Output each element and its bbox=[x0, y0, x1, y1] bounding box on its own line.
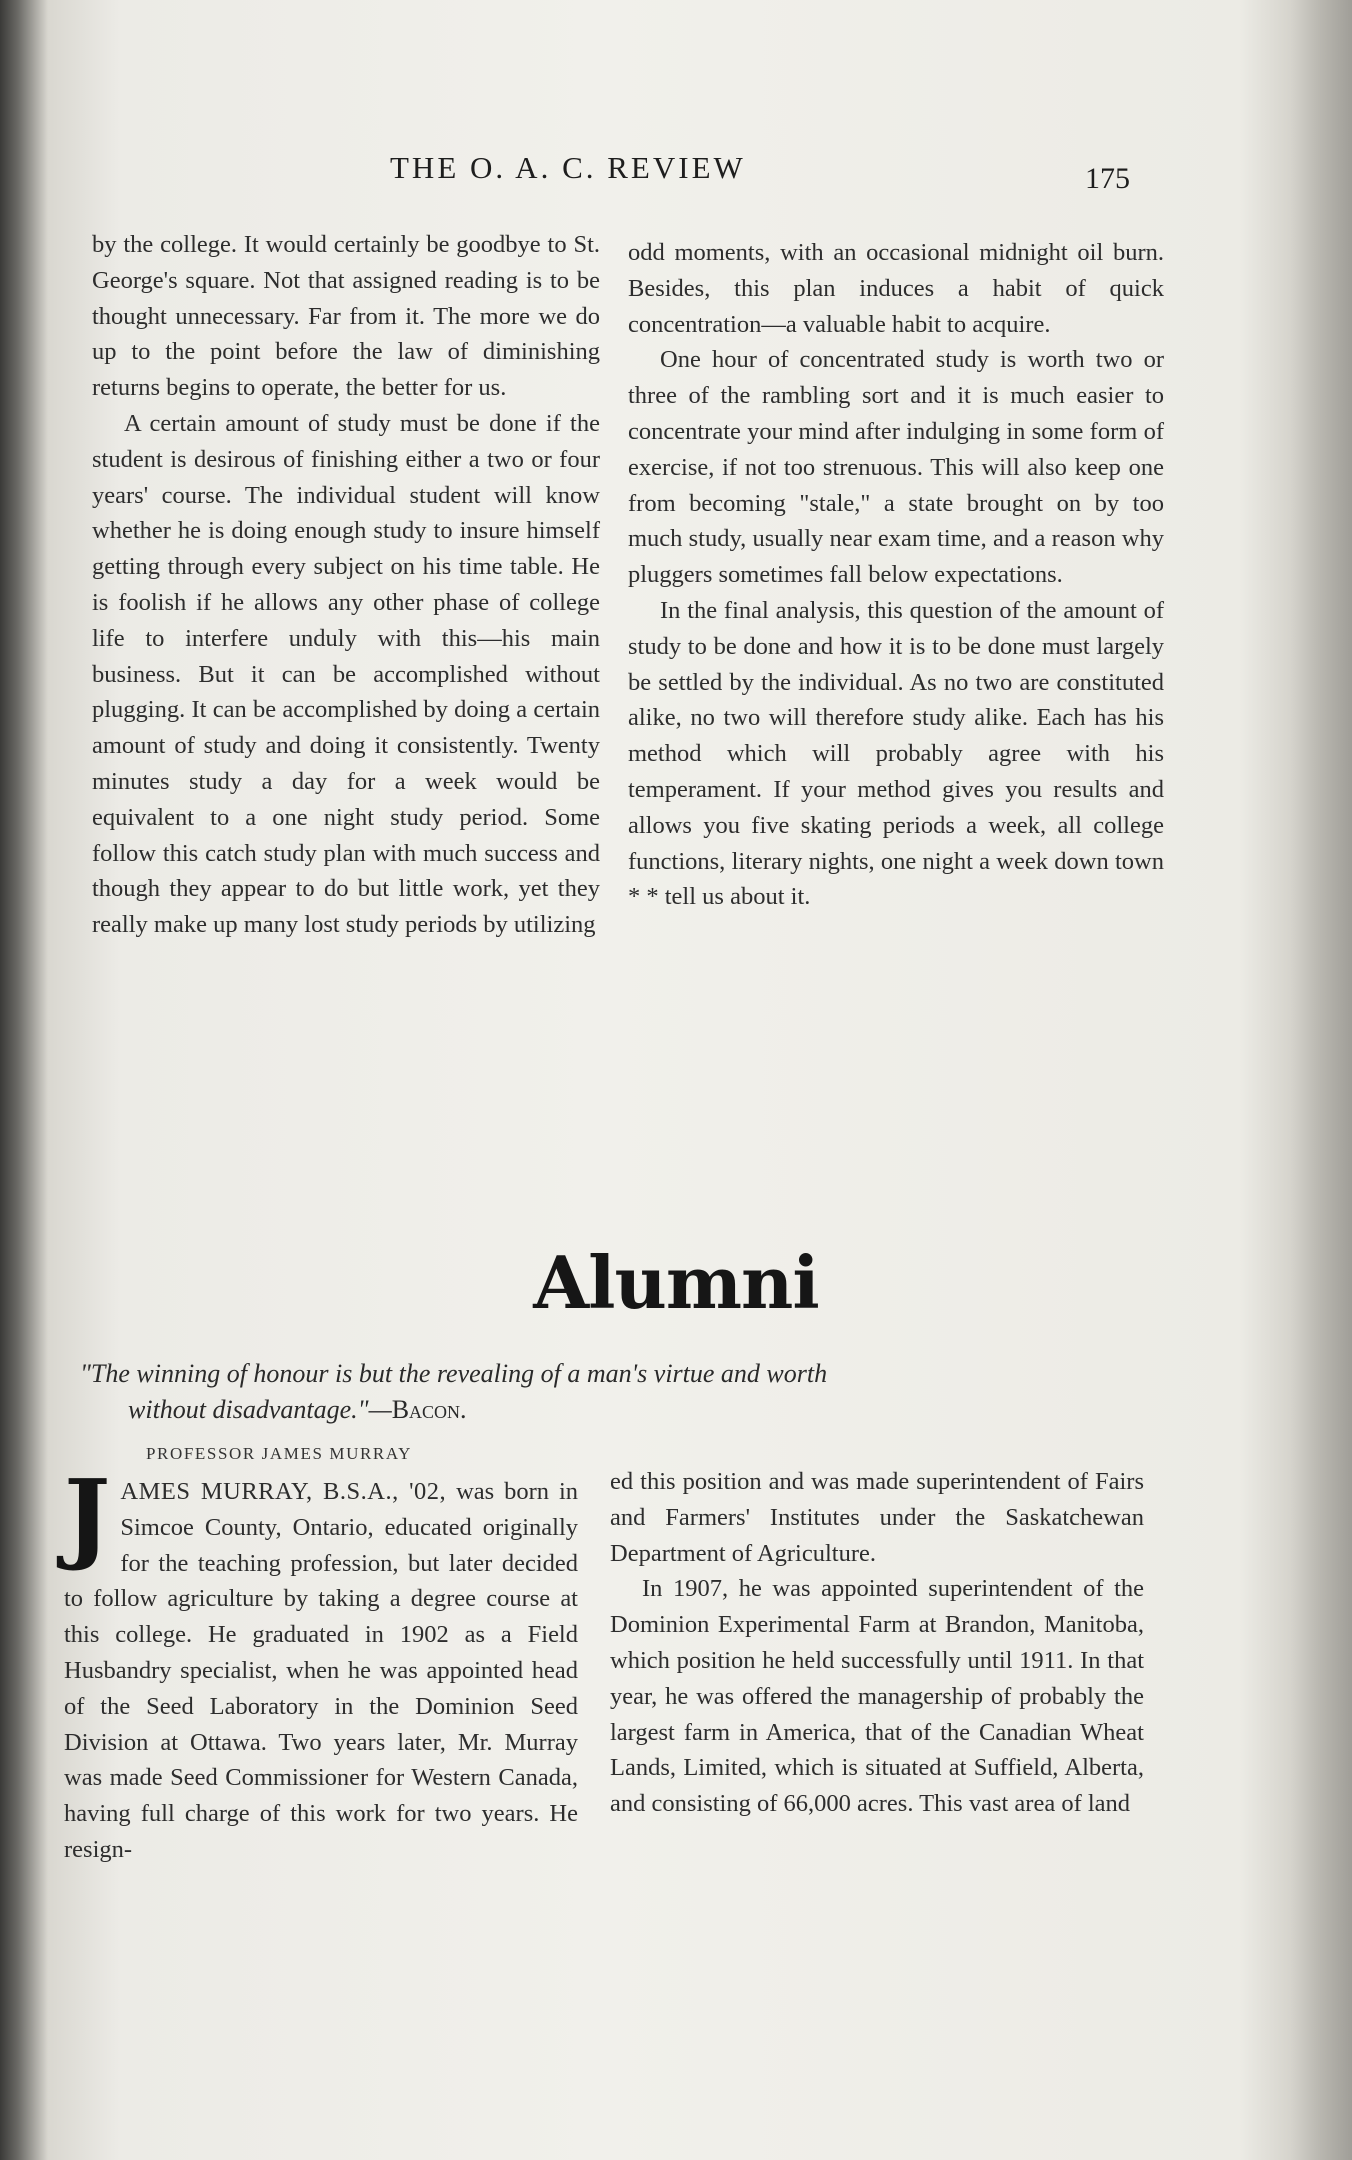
epigraph-attribution: Bacon. bbox=[391, 1395, 467, 1424]
profile-column-left bbox=[64, 1459, 578, 1868]
article-column-left bbox=[92, 227, 600, 943]
paragraph: ed this position and was made superintendent of Fairs and Farmers' Institutes under the Saskatchewan Department of Agriculture. bbox=[610, 1468, 1144, 1567]
paragraph: odd moments, with an occasional midnight oil burn. Besides, this plan induces a habit of quick concentration—a valuable habit to acquire. bbox=[628, 239, 1164, 338]
drop-cap: J bbox=[64, 1459, 111, 1574]
paragraph: by the college. It would certainly be goodbye to St. George's square. Not that assigned reading is to be thought unnecessary. Far from it. The more we do up to the point before the law of diminishing returns begins to operate, the better for us. bbox=[92, 231, 600, 402]
profile-column-right bbox=[610, 1464, 1144, 1822]
epigraph-line: without disadvantage."— bbox=[128, 1395, 392, 1424]
page-number: 175 bbox=[1085, 162, 1130, 195]
paragraph-body: was born in Simcoe County, Ontario, educated originally for the teaching profession, but later decided to follow agriculture by taking a degree course at this college. He graduated in 1902 as a Field Husbandry specialist, when he was appointed head of the Seed Laboratory in the Dominion Seed Division at Ottawa. Two years later, Mr. Murray was made Seed Commissioner for Western Canada, having full charge of this work for two years. He resign- bbox=[64, 1478, 578, 1863]
article-column-right bbox=[628, 235, 1164, 915]
paragraph: A certain amount of study must be done if the student is desirous of finishing either a two or four years' course. The individual student will know whether he is doing enough study to insure himself getting through every subject on his time table. He is foolish if he allows any other phase of college life to interfere unduly with this—his main business. But it can be accomplished without plugging. It can be accomplished by doing a certain amount of study and doing it consistently. Twenty minutes study a day for a week would be equivalent to a one night study period. Some follow this catch study plan with much success and though they appear to do but little work, yet they really make up many lost study periods by utilizing bbox=[92, 409, 600, 939]
paragraph bbox=[64, 1459, 578, 1868]
running-title: THE O. A. C. REVIEW bbox=[390, 150, 746, 185]
paragraph: One hour of concentrated study is worth two or three of the rambling sort and it is much easier to concentrate your mind after indulging in some form of exercise, if not too strenuous. This will also keep one from becoming "stale," a state brought on by too much study, usually near exam time, and a reason why pluggers sometimes fall below expectations. bbox=[628, 346, 1164, 589]
epigraph-quote bbox=[80, 1356, 1140, 1428]
profile-subhead: PROFESSOR JAMES MURRAY bbox=[146, 1444, 413, 1463]
epigraph-line: "The winning of honour is but the revealing of a man's virtue and worth bbox=[80, 1359, 828, 1388]
paragraph: In 1907, he was appointed superintendent of the Dominion Experimental Farm at Brandon, Manitoba, which position he held successfully until 1911. In that year, he was offered the managership of probably the largest farm in America, that of the Canadian Wheat Lands, Limited, which is situated at Suffield, Alberta, and consisting of 66,000 acres. This vast area of land bbox=[610, 1575, 1144, 1818]
section-title-alumni: Alumni bbox=[533, 1240, 819, 1325]
lead-in: AMES MURRAY, B.S.A., '02, bbox=[120, 1478, 447, 1505]
paragraph: In the final analysis, this question of the amount of study to be done and how it is to be done must largely be settled by the individual. As no two are constituted alike, no two will therefore study alike. Each has his method which will probably agree with his temperament. If your method gives you results and allows you five skating periods a week, all college functions, literary nights, one night a week down town * * tell us about it. bbox=[628, 596, 1164, 911]
